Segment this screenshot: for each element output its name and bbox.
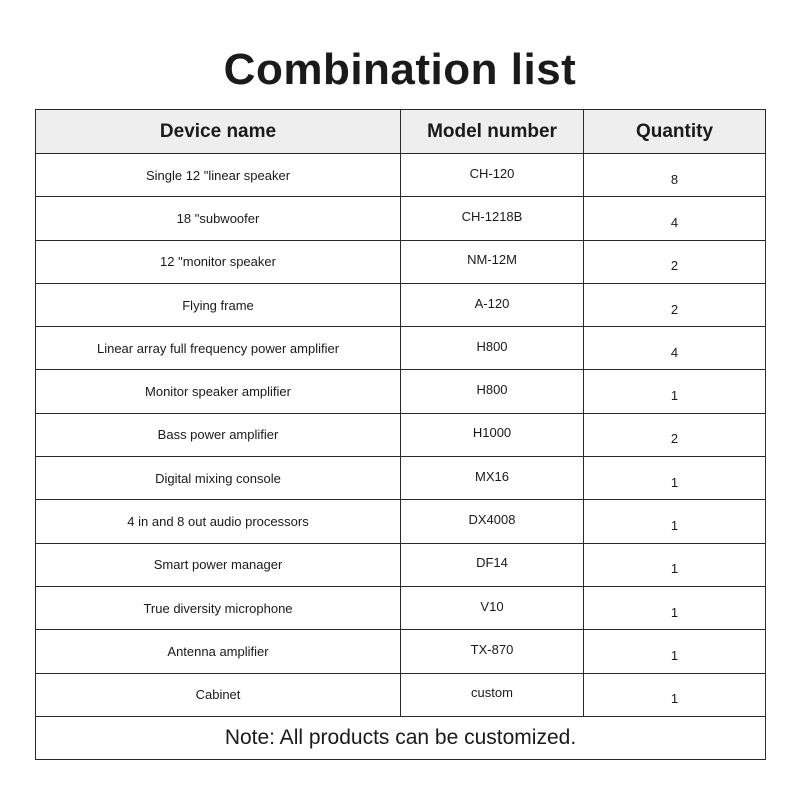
- quantity-cell: 8: [584, 154, 766, 197]
- model-number-cell: DX4008: [401, 500, 584, 543]
- quantity-cell: 1: [584, 543, 766, 586]
- column-header-device: Device name: [36, 110, 401, 154]
- table-row: [36, 197, 766, 240]
- quantity-cell: 4: [584, 327, 766, 370]
- quantity-cell: 1: [584, 500, 766, 543]
- quantity-cell: 1: [584, 457, 766, 500]
- quantity-cell: 1: [584, 673, 766, 716]
- table-row: [36, 586, 766, 629]
- device-name-cell: Smart power manager: [36, 543, 401, 586]
- table-row: [36, 327, 766, 370]
- column-header-model: Model number: [401, 110, 584, 154]
- table-header-row: [36, 110, 766, 154]
- quantity-cell: 1: [584, 370, 766, 413]
- device-name-cell: Antenna amplifier: [36, 630, 401, 673]
- model-number-cell: MX16: [401, 457, 584, 500]
- table-row: [36, 413, 766, 456]
- quantity-cell: 1: [584, 586, 766, 629]
- model-number-cell: TX-870: [401, 630, 584, 673]
- device-name-cell: True diversity microphone: [36, 586, 401, 629]
- model-number-cell: H800: [401, 370, 584, 413]
- quantity-cell: 4: [584, 197, 766, 240]
- device-name-cell: 4 in and 8 out audio processors: [36, 500, 401, 543]
- device-name-cell: Cabinet: [36, 673, 401, 716]
- table-row: [36, 154, 766, 197]
- table-row: [36, 500, 766, 543]
- device-name-cell: Linear array full frequency power amplifier: [36, 327, 401, 370]
- model-number-cell: H1000: [401, 413, 584, 456]
- model-number-cell: DF14: [401, 543, 584, 586]
- table-row: [36, 240, 766, 283]
- table-row: [36, 457, 766, 500]
- model-number-cell: H800: [401, 327, 584, 370]
- model-number-cell: custom: [401, 673, 584, 716]
- model-number-cell: NM-12M: [401, 240, 584, 283]
- table-row: [36, 543, 766, 586]
- note-row: [36, 716, 766, 759]
- quantity-cell: 2: [584, 283, 766, 326]
- device-name-cell: Flying frame: [36, 283, 401, 326]
- table-row: [36, 370, 766, 413]
- table-row: [36, 673, 766, 716]
- quantity-cell: 2: [584, 240, 766, 283]
- column-header-quantity: Quantity: [584, 110, 766, 154]
- page-title: Combination list: [223, 45, 577, 94]
- device-name-cell: 12 "monitor speaker: [36, 240, 401, 283]
- device-name-cell: Single 12 "linear speaker: [36, 154, 401, 197]
- model-number-cell: CH-1218B: [401, 197, 584, 240]
- device-name-cell: Digital mixing console: [36, 457, 401, 500]
- customization-note: Note: All products can be customized.: [36, 716, 766, 759]
- quantity-cell: 2: [584, 413, 766, 456]
- model-number-cell: A-120: [401, 283, 584, 326]
- model-number-cell: V10: [401, 586, 584, 629]
- combination-table: [35, 109, 766, 760]
- table-row: [36, 283, 766, 326]
- device-name-cell: Bass power amplifier: [36, 413, 401, 456]
- device-name-cell: 18 "subwoofer: [36, 197, 401, 240]
- model-number-cell: CH-120: [401, 154, 584, 197]
- device-name-cell: Monitor speaker amplifier: [36, 370, 401, 413]
- table-row: [36, 630, 766, 673]
- quantity-cell: 1: [584, 630, 766, 673]
